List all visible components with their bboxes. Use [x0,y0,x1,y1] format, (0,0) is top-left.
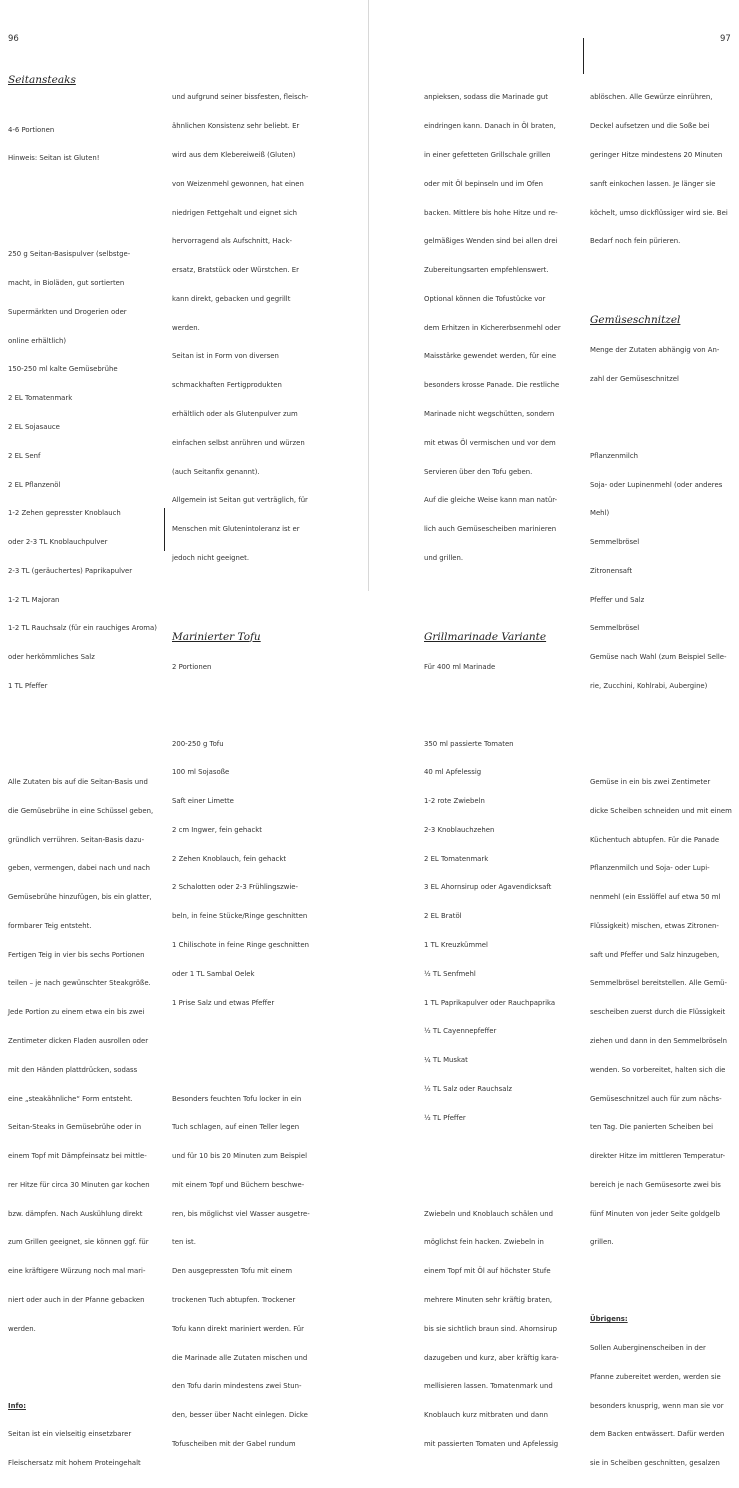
ingredient-line: 1-2 TL Rauchsalz (für ein rauchiges Aroma) [8,624,157,633]
text-line: Küchentuch abtupfen. Für die Panade [590,835,720,844]
text-line: mellisieren lassen. Tomatenmark und [424,1382,553,1391]
text-line: backen. Mittlere bis hohe Hitze und re- [424,208,558,217]
recipe-title-grillmarinade: Grillmarinade Variante [424,630,547,643]
text-line: die Marinade alle Zutaten mischen und [172,1353,308,1362]
text-line: Bedarf noch fein pürieren. [590,237,681,246]
text-line: den Tofu darin mindestens zwei Stun- [172,1382,302,1391]
ingredient-line: 1 TL Paprikapulver oder Rauchpaprika [424,998,556,1007]
ingredient-line: 2 EL Tomatenmark [424,854,489,863]
text-line: besonders knusprig, wenn man sie vor [590,1401,724,1410]
text-line: kann direkt, gebacken und gegrillt [172,294,291,303]
text-line: sanft einkochen lassen. Je länger sie [590,179,716,188]
ingredient-line: rie, Zucchini, Kohlrabi, Aubergine) [590,682,708,690]
text-line: Alle Zutaten bis auf die Seitan-Basis und [8,777,148,786]
column-grillmarinade [424,55,584,1488]
ingredient-line: 1-2 TL Majoran [8,595,60,604]
column-rule [164,508,165,551]
ingredient-line: 2 EL Pflanzenöl [8,480,61,489]
ingredient-list [424,720,584,1142]
text-line: rer Hitze für circa 30 Minuten gar kochen [8,1180,150,1189]
text-line: Menge der Zutaten abhängig von An- [590,346,720,355]
ingredient-line: beln, in feine Stücke/Ringe geschnitten [172,912,308,921]
text-line: Hinweis: Seitan ist Gluten! [8,154,100,163]
text-line: köchelt, umso dickflüssiger wird sie. Bei [590,208,728,217]
text-line: nenmehl (ein Esslöffel auf etwa 50 ml [590,893,721,902]
text-line: dem Erhitzen in Kichererbsenmehl oder [424,323,561,332]
portions: 2 Portionen [172,662,212,671]
text-line: trockenen Tuch abtupfen. Trockener [172,1296,296,1304]
text-line: den, besser über Nacht einlegen. Dicke [172,1411,308,1420]
text-line: saft und Pfeffer und Salz hinzugeben, [590,950,720,959]
text-line: niedrigen Fettgehalt und eignet sich [172,208,298,217]
text-line: ersatz, Bratstück oder Würstchen. Er [172,266,299,275]
text-line: einfachen selbst anrühren und würzen [172,438,305,447]
ingredient-line: 2-3 Knoblauchzehen [424,825,495,834]
text-line: Zwiebeln und Knoblauch schälen und [424,1209,554,1218]
ingredient-line: 2 EL Tomatenmark [8,394,73,403]
ingredient-line: Pflanzenmilch [590,451,639,460]
ingredient-line: Zitronensaft [590,566,633,575]
text-line: Deckel aufsetzen und die Soße bei [590,122,710,131]
text-line: gelmäßiges Wenden sind bei allen drei [424,237,558,246]
ingredient-list [8,231,164,711]
text-line: eine „steakähnliche“ Form entsteht. [8,1094,133,1103]
text-line: Gemüsebrühe hinzufügen, bis ein glatter, [8,893,152,902]
ingredient-list [172,720,332,1027]
text-line: Jede Portion zu einem etwa ein bis zwei [8,1008,145,1017]
text-block [172,74,332,582]
ingredient-line: ¼ TL Muskat [424,1056,468,1065]
ingredient-line: 150-250 ml kalte Gemüsebrühe [8,365,118,374]
text-line: niert oder auch in der Pfanne gebacken [8,1296,145,1304]
text-line: mit etwas Öl vermischen und vor dem [424,438,556,447]
text-line: eindringen kann. Danach in Öl braten, [424,122,556,131]
method-text [424,1190,584,1468]
ingredient-line: 1-2 Zehen gepresster Knoblauch [8,509,121,518]
text-line: Flüssigkeit) mischen, etwas Zitronen- [590,921,719,930]
ingredient-line: 2 Zehen Knoblauch, fein gehackt [172,854,287,863]
text-line: ten Tag. Die panierten Scheiben bei [590,1123,714,1132]
text-line: jedoch nicht geeignet. [172,553,250,562]
text-line: ziehen und dann in den Semmelbröseln [590,1036,727,1045]
text-line: mit einem Topf und Büchern beschwe- [172,1180,305,1189]
ingredient-line: ½ TL Cayennepfeffer [424,1027,497,1036]
text-line: Tuch schlagen, auf einen Teller legen [172,1123,300,1132]
text-line: wenden. So vorbereitet, halten sich die [590,1065,726,1074]
ingredient-line: 1 TL Pfeffer [8,682,48,690]
text-line: Knoblauch kurz mitbraten und dann [424,1411,548,1420]
ingredient-line: Gemüse nach Wahl (zum Beispiel Selle- [590,653,727,662]
text-line: Seitan ist ein vielseitig einsetzbarer [8,1430,132,1439]
amount: Für 400 ml Marinade [424,662,496,671]
text-line: Optional können die Tofustücke vor [424,294,546,303]
text-line: eine kräftigere Würzung noch mal mari- [8,1267,146,1276]
text-line: mit den Händen plattdrücken, sodass [8,1065,138,1074]
ingredient-line: oder 1 TL Sambal Oelek [172,969,255,978]
text-line: zum Grillen geeignet, sie können ggf. für [8,1238,149,1247]
text-line: Gemüseschnitzel auch für zum nächs- [590,1094,722,1103]
ingredient-list [590,433,736,711]
text-line: Fertigen Teig in vier bis sechs Portionen [8,950,145,959]
text-line: fünf Minuten von jeder Seite goldgelb [590,1209,720,1218]
ingredient-line: 350 ml passierte Tomaten [424,739,514,748]
text-block [590,74,736,266]
text-line: möglichst fein hacken. Zwiebeln in [424,1238,544,1247]
text-line: dicke Scheiben schneiden und mit einem [590,806,732,815]
text-line: von Weizenmehl gewonnen, hat einen [172,179,304,188]
ingredient-line: 1 Chilischote in feine Ringe geschnitten [172,941,309,950]
page-number-left: 96 [8,34,19,44]
text-line: Sollen Auberginenscheiben in der [590,1343,706,1352]
text-block [424,74,584,582]
ingredient-line: online erhältlich) [8,336,67,345]
method-text [8,759,164,1354]
ingredient-line: 2-3 TL (geräuchertes) Paprikapulver [8,566,133,575]
column-rule [583,38,584,74]
text-line: ten ist. [172,1238,196,1247]
text-line: Tofuscheiben mit der Gabel rundum [172,1439,296,1448]
ingredient-line: 2 EL Sojasauce [8,422,60,431]
text-line: die Gemüsebrühe in eine Schüssel geben, [8,806,154,815]
text-line: geringer Hitze mindestens 20 Minuten [590,150,723,159]
ingredient-line: Saft einer Limette [172,797,234,806]
page-gutter [368,0,369,591]
ingredient-line: 100 ml Sojasoße [172,768,230,777]
ingredient-line: 250 g Seitan-Basispulver (selbstge- [8,250,131,259]
ingredient-line: 1 Prise Salz und etwas Pfeffer [172,998,275,1007]
text-line: dem Backen entwässert. Dafür werden [590,1430,725,1439]
text-line: hervorragend als Aufschnitt, Hack- [172,237,292,246]
text-line: lich auch Gemüsescheiben marinieren [424,525,557,534]
text-line: dazugeben und kurz, aber kräftig kara- [424,1353,559,1362]
text-line: Zubereitungsarten empfehlenswert. [424,266,549,275]
text-line: bzw. dämpfen. Nach Auskühlung direkt [8,1209,143,1218]
text-line: bereich je nach Gemüsesorte zwei bis [590,1180,721,1189]
ingredient-line: 40 ml Apfelessig [424,768,482,777]
text-line: einem Topf mit Öl auf höchster Stufe [424,1267,551,1276]
text-line: und für 10 bis 20 Minuten zum Beispiel [172,1152,307,1161]
text-line: sescheiben zuerst durch die Flüssigkeit [590,1008,726,1017]
text-line: einem Topf mit Dämpfeinsatz bei mittle- [8,1152,147,1161]
ingredient-line: ½ TL Pfeffer [424,1113,466,1122]
text-line: Pflanzenmilch und Soja- oder Lupi- [590,864,710,873]
ingredient-line: oder herkömmliches Salz [8,653,95,662]
ingredient-line: macht, in Bioläden, gut sortierten [8,279,125,288]
ingredient-line: ½ TL Salz oder Rauchsalz [424,1084,513,1093]
text-line: wird aus dem Klebereiweiß (Gluten) [172,150,296,159]
text-line: bis sie sichtlich braun sind. Ahornsirup [424,1324,557,1333]
text-line: Allgemein ist Seitan gut verträglich, für [172,496,308,505]
text-line: Besonders feuchten Tofu locker in ein [172,1094,302,1103]
text-line: grillen. [590,1238,614,1247]
text-line: oder mit Öl bepinseln und im Ofen [424,179,544,188]
text-line: Auf die gleiche Weise kann man natür- [424,496,558,505]
ingredient-line: Soja- oder Lupinenmehl (oder anderes [590,480,723,489]
text-line: und grillen. [424,553,464,562]
text-line: teilen – je nach gewünschter Steakgröße. [8,979,151,988]
text-line: mit passierten Tomaten und Apfelessig [424,1439,559,1448]
ingredient-line: oder 2-3 TL Knoblauchpulver [8,538,108,547]
ingredient-line: ½ TL Senfmehl [424,969,476,978]
text-line: Fleischersatz mit hohem Proteingehalt [8,1459,141,1468]
ingredient-line: 2 cm Ingwer, fein gehackt [172,825,262,834]
ingredient-line: Semmelbrösel [590,538,640,547]
intro-lines [8,106,164,183]
text-line: Semmelbrösel bereitstellen. Alle Gemü- [590,979,728,988]
text-line: erhältlich oder als Glutenpulver zum [172,409,298,418]
text-line: Den ausgepressten Tofu mit einem [172,1267,293,1276]
method-text [172,1075,332,1468]
method-text [590,759,736,1267]
text-line: werden. [172,323,200,332]
recipe-title-seitansteaks: Seitansteaks [8,74,76,87]
text-line: Seitan ist in Form von diversen [172,352,279,361]
ingredient-line: 2 EL Senf [8,451,41,460]
text-line: ablöschen. Alle Gewürze einrühren, [590,93,713,102]
text-line: besonders krosse Panade. Die restliche [424,381,560,390]
ingredient-line: 3 EL Ahornsirup oder Agavendicksaft [424,883,552,892]
recipe-title-marinierter-tofu: Marinierter Tofu [172,630,261,643]
ingredient-line: Supermärkten und Drogerien oder [8,307,127,316]
ingredient-line: Pfeffer und Salz [590,595,645,604]
ingredient-line: 2 EL Bratöl [424,912,462,921]
page-number-right: 97 [720,34,731,44]
text-line: ähnlichen Konsistenz sehr beliebt. Er [172,122,300,131]
text-line: ren, bis möglichst viel Wasser ausgetre- [172,1209,310,1218]
column-seitansteaks [8,55,164,1488]
text-line: in einer gefetteten Grillschale grillen [424,150,551,159]
text-line: direkter Hitze im mittleren Temperatur- [590,1152,726,1161]
text-line: Gemüse in ein bis zwei Zentimeter [590,777,711,786]
text-line: Menschen mit Glutenintoleranz ist er [172,525,300,534]
text-line: Zentimeter dicken Fladen ausrollen oder [8,1036,149,1045]
text-line: mehrere Minuten sehr kräftig braten, [424,1296,553,1304]
ingredient-line: 200-250 g Tofu [172,739,224,748]
ingredient-line: 2 Schalotten oder 2-3 Frühlingszwie- [172,883,299,892]
text-line: Pfanne zubereitet werden, werden sie [590,1372,721,1381]
text-line: formbarer Teig entsteht. [8,921,92,930]
ingredient-line: Semmelbrösel [590,624,640,633]
text-line: 4-6 Portionen [8,125,55,134]
text-line: und aufgrund seiner bissfesten, fleisch- [172,93,309,102]
ingredient-line: 1-2 rote Zwiebeln [424,797,485,806]
text-line: Tofu kann direkt mariniert werden. Für [172,1324,305,1333]
ingredient-line: Mehl) [590,509,610,518]
text-line: (auch Seitanfix genannt). [172,467,260,476]
text-line: sie in Scheiben geschnitten, gesalzen [590,1459,720,1468]
text-line: Servieren über den Tofu geben. [424,467,533,476]
text-line: Seitan-Steaks in Gemüsebrühe oder in [8,1123,142,1132]
column-marinierter-tofu [172,55,332,1488]
text-line: zahl der Gemüseschnitzel [590,375,679,383]
text-line: gründlich verrühren. Seitan-Basis dazu- [8,835,145,844]
text-line: geben, vermengen, dabei nach und nach [8,864,150,873]
text-line: schmackhaften Fertigprodukten [172,381,282,390]
text-line: Maisstärke gewendet werden, für eine [424,352,557,361]
ingredient-line: 1 TL Kreuzkümmel [424,941,488,950]
text-line: werden. [8,1324,36,1333]
info-heading: Info: [8,1401,26,1410]
text-line: anpieksen, sodass die Marinade gut [424,93,548,102]
recipe-title-gemueseschnitzel: Gemüseschnitzel [590,314,681,327]
info-heading: Übrigens: [590,1315,628,1324]
text-line: Marinade nicht wegschütten, sondern [424,409,555,418]
column-gemueseschnitzel [590,55,736,1488]
